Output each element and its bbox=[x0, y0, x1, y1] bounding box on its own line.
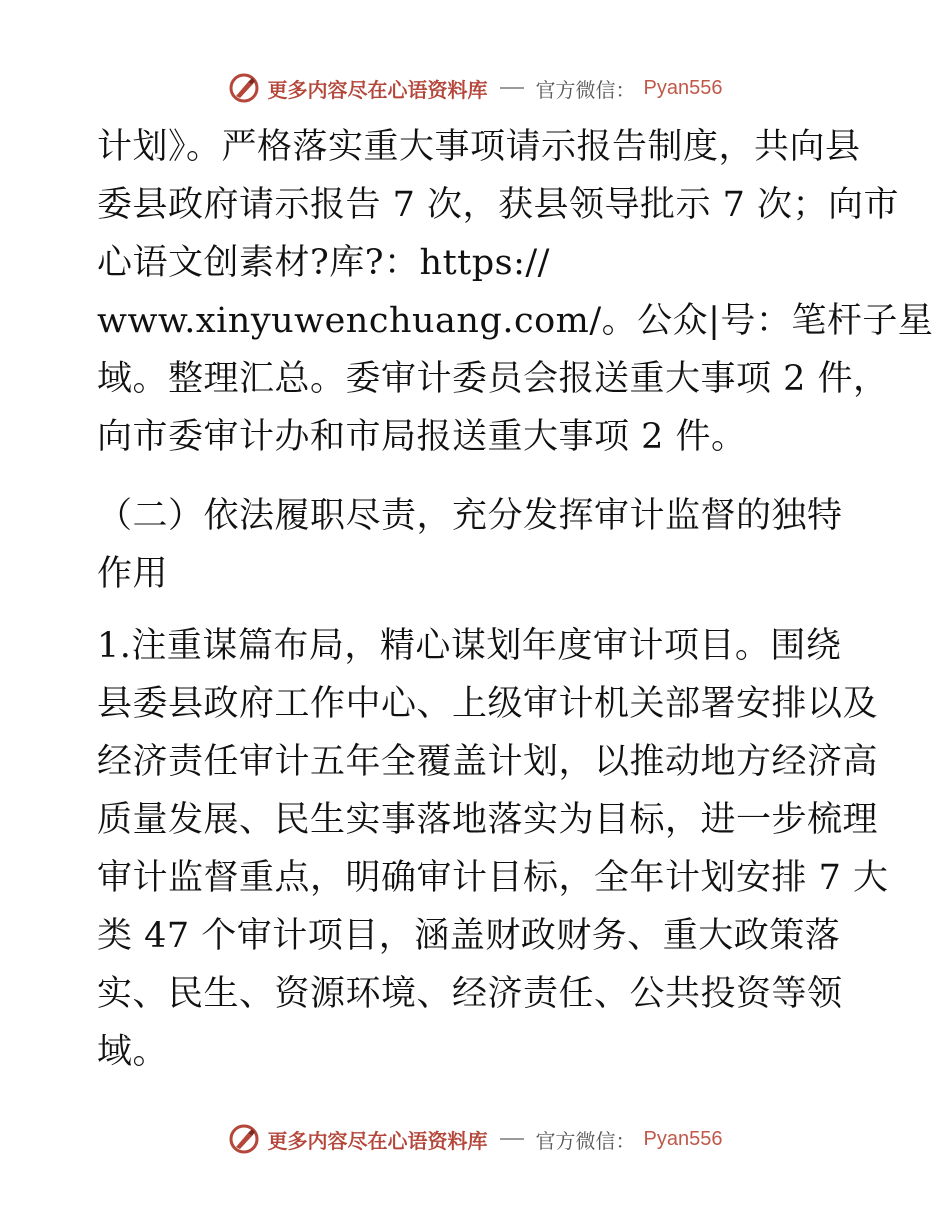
footer-banner-separator bbox=[500, 1138, 524, 1140]
paragraph-1 bbox=[97, 118, 934, 466]
paragraph-line: 委县政府请示报告 7 次，获县领导批示 7 次；向市 bbox=[97, 185, 900, 225]
paragraph-line: 实、民生、资源环境、经济责任、公共投资等领 bbox=[97, 974, 843, 1014]
paragraph-line: 计划》。严格落实重大事项请示报告制度，共向县 bbox=[97, 127, 861, 167]
section-heading bbox=[97, 487, 857, 603]
header-wechat-label: 官方微信： bbox=[535, 77, 636, 102]
paragraph-3 bbox=[97, 617, 889, 1081]
header-banner bbox=[0, 68, 950, 108]
header-banner-separator bbox=[500, 87, 524, 89]
footer-banner-text: 更多内容尽在心语资料库 bbox=[267, 1128, 488, 1153]
footer-banner bbox=[0, 1119, 950, 1159]
heading-line: （二）依法履职尽责，充分发挥审计监督的独特 bbox=[97, 496, 843, 536]
paragraph-line: 1.注重谋篇布局，精心谋划年度审计项目。围绕 bbox=[97, 626, 842, 666]
pen-logo-icon bbox=[228, 72, 260, 104]
paragraph-line: 质量发展、民生实事落地落实为目标，进一步梳理 bbox=[97, 800, 879, 840]
footer-wechat-id: Pyan556 bbox=[643, 1127, 723, 1150]
paragraph-line: 向市委审计办和市局报送重大事项 2 件。 bbox=[97, 417, 747, 457]
pen-logo-icon bbox=[228, 1123, 260, 1155]
paragraph-line: 域。整理汇总。委审计委员会报送重大事项 2 件， bbox=[97, 359, 889, 399]
paragraph-line: 心语文创素材?库?：https:// bbox=[97, 243, 550, 283]
paragraph-line: 类 47 个审计项目，涵盖财政财务、重大政策落 bbox=[97, 916, 841, 956]
paragraph-line: 审计监督重点，明确审计目标，全年计划安排 7 大 bbox=[97, 858, 889, 898]
footer-wechat-label: 官方微信： bbox=[535, 1128, 636, 1153]
paragraph-line: 经济责任审计五年全覆盖计划，以推动地方经济高 bbox=[97, 742, 879, 782]
paragraph-line: 县委县政府工作中心、上级审计机关部署安排以及 bbox=[97, 684, 879, 724]
paragraph-line: www.xinyuwenchuang.com/。公众|号：笔杆子星 bbox=[97, 301, 934, 341]
header-wechat-id: Pyan556 bbox=[643, 76, 723, 99]
header-banner-text: 更多内容尽在心语资料库 bbox=[267, 77, 488, 102]
heading-line: 作用 bbox=[97, 554, 169, 594]
paragraph-line: 域。 bbox=[97, 1032, 169, 1072]
